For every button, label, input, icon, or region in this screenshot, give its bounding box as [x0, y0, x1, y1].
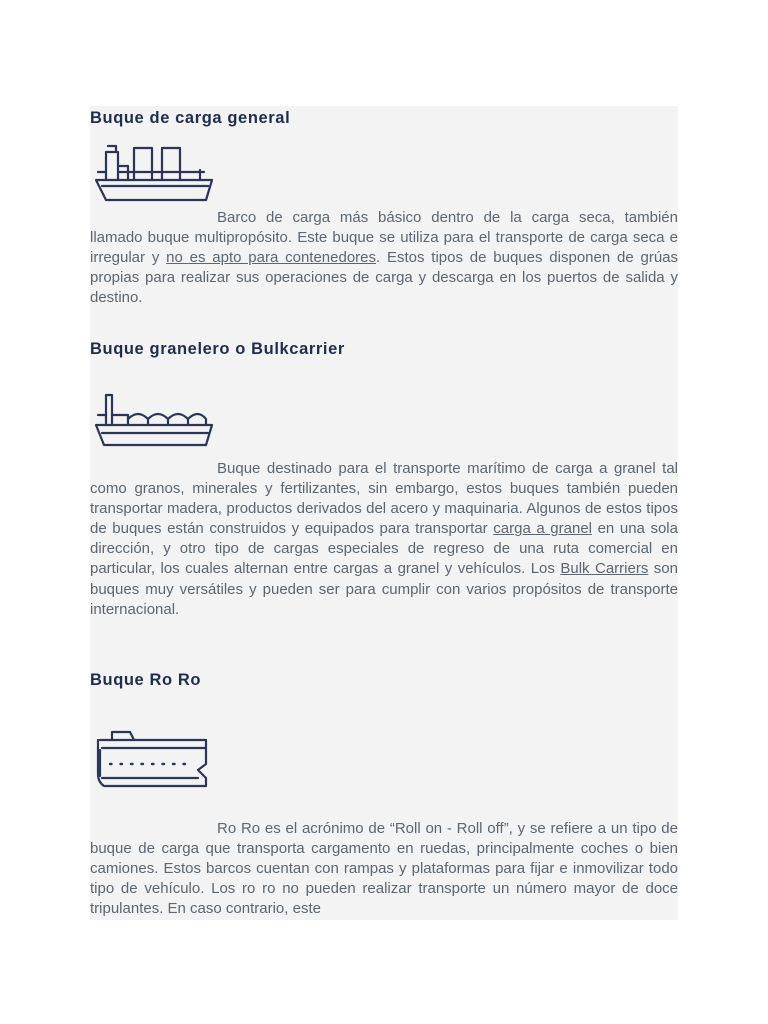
- document-page: [90, 106, 678, 920]
- bulk-carrier-ship-icon: [94, 391, 216, 449]
- roro-ship-icon: [94, 724, 216, 790]
- section-title: Buque granelero o Bulkcarrier: [90, 340, 345, 358]
- link-carga-a-granel[interactable]: carga a granel: [493, 520, 592, 538]
- section-paragraph: Buque destinado para el transporte marítimo de carga a granel tal como granos, minerales y fertilizantes, sin embargo, estos buques también pueden transportar madera, productos derivados del acero y maquinaria. Algunos de estos tipos de buques están construidos y equipados para transportar carga a granel en una sola dirección, y otro tipo de cargas especiales de regreso de una ruta comercial en particular, los cuales alternan entre cargas a granel y vehículos. Los Bulk Carriers son buques muy versátiles y pueden ser para cumplir con varios propósitos de transporte internacional.: [90, 460, 678, 618]
- section-paragraph: Barco de carga más básico dentro de la carga seca, también llamado buque multipropósito. Este buque se utiliza para el transporte de carga seca e irregular y no es apto para contenedores. Estos tipos de buques disponen de grúas propias para realizar sus operaciones de carga y descarga en los puertos de salida y destino.: [90, 209, 678, 307]
- link-bulk-carriers[interactable]: Bulk Carriers: [560, 560, 649, 578]
- section-title: Buque Ro Ro: [90, 671, 202, 689]
- section-paragraph: Ro Ro es el acrónimo de “Roll on - Roll off”, y se refiere a un tipo de buque de carga que transporta cargamento en ruedas, principalmente coches o bien camiones. Estos barcos cuentan con rampas y plataformas para fijar e inmovilizar todo tipo de vehículo. Los ro ro no pueden realizar transporte un número mayor de doce tripulantes. En caso contrario, este: [90, 820, 678, 918]
- general-cargo-ship-icon: [94, 142, 216, 202]
- section-title: Buque de carga general: [90, 109, 291, 127]
- link-no-es-apto[interactable]: no es apto para contenedores: [166, 249, 377, 267]
